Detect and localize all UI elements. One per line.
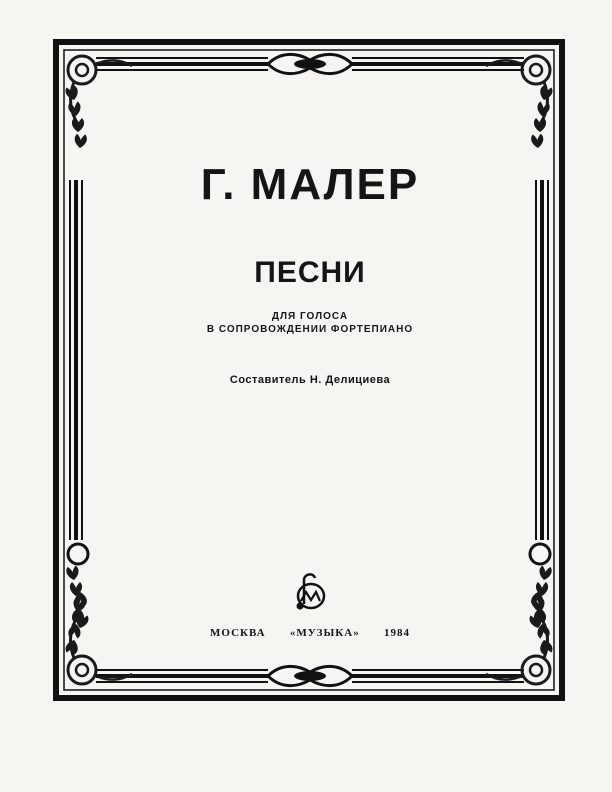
- compiler-credit: Составитель Н. Делициева: [229, 374, 391, 386]
- top-band: [96, 54, 524, 73]
- imprint-publisher: «МУЗЫКА»: [289, 627, 360, 639]
- music-publisher-emblem-icon: [287, 570, 331, 614]
- book-title: ПЕСНИ: [254, 256, 366, 289]
- imprint-year: 1984: [384, 627, 410, 639]
- left-band: [70, 180, 82, 540]
- author-name: Г. МАЛЕР: [200, 160, 420, 209]
- bottom-band: [96, 666, 524, 685]
- left-lower-ornament: [66, 544, 90, 630]
- right-lower-ornament: [529, 544, 553, 630]
- imprint-line: [210, 627, 410, 639]
- subtitle-line-2: В СОПРОВОЖДЕНИИ ФОРТЕПИАНО: [206, 324, 414, 335]
- right-band: [536, 180, 548, 540]
- imprint-city: МОСКВА: [210, 627, 266, 639]
- subtitle-line-1: ДЛЯ ГОЛОСА: [271, 311, 349, 322]
